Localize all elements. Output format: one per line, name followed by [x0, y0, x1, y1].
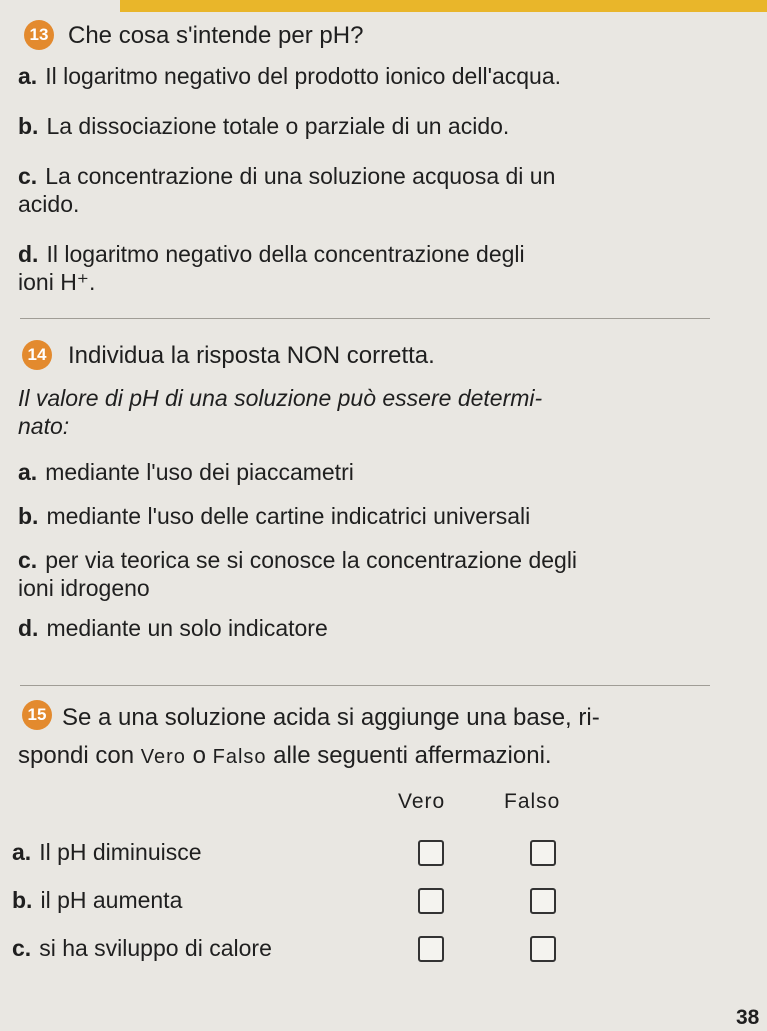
q15-b-vero-checkbox[interactable] — [418, 888, 444, 914]
question-15-line2: spondi con Vero o Falso alle seguenti affermazioni. — [18, 742, 552, 769]
q15-a-vero-checkbox[interactable] — [418, 840, 444, 866]
column-header-falso: Falso — [504, 790, 561, 813]
q15-b-falso-checkbox[interactable] — [530, 888, 556, 914]
q15-c-vero-checkbox[interactable] — [418, 936, 444, 962]
q14-stem-line1: Il valore di pH di una soluzione può essere determi- — [18, 385, 543, 411]
q13-option-b[interactable]: b. La dissociazione totale o parziale di un acido. — [18, 113, 510, 139]
top-bar-gap — [0, 0, 120, 12]
q14-option-b[interactable]: b. mediante l'uso delle cartine indicatrici universali — [18, 503, 531, 529]
q13-option-a[interactable]: a. Il logaritmo negativo del prodotto ionico dell'acqua. — [18, 63, 562, 89]
q14-option-d[interactable]: d. mediante un solo indicatore — [18, 615, 328, 641]
question-13-badge: 13 — [24, 20, 54, 50]
q14-option-c[interactable]: c. per via teorica se si conosce la concentrazione degli — [18, 547, 578, 573]
question-15-badge: 15 — [22, 700, 52, 730]
q13-option-d[interactable]: d. Il logaritmo negativo della concentrazione degli — [18, 241, 525, 267]
q14-stem-line2: nato: — [18, 413, 70, 439]
q13-option-d-cont: ioni H⁺. — [18, 269, 96, 295]
q15-statement-a: a. Il pH diminuisce — [12, 839, 202, 865]
divider-1 — [20, 318, 710, 319]
q15-a-falso-checkbox[interactable] — [530, 840, 556, 866]
q15-statement-b: b. il pH aumenta — [12, 887, 183, 913]
q14-option-c-cont: ioni idrogeno — [18, 575, 150, 601]
question-13-text: Che cosa s'intende per pH? — [68, 22, 364, 49]
question-14-text: Individua la risposta NON corretta. — [68, 342, 435, 369]
q13-option-c-cont: acido. — [18, 191, 80, 217]
question-15-line1: Se a una soluzione acida si aggiunge una base, ri- — [62, 704, 600, 731]
question-14-badge: 14 — [22, 340, 52, 370]
q15-c-falso-checkbox[interactable] — [530, 936, 556, 962]
q15-statement-c: c. si ha sviluppo di calore — [12, 935, 272, 961]
divider-2 — [20, 685, 710, 686]
column-header-vero: Vero — [398, 790, 446, 813]
q14-option-a[interactable]: a. mediante l'uso dei piaccametri — [18, 459, 354, 485]
q13-option-c[interactable]: c. La concentrazione di una soluzione acquosa di un — [18, 163, 556, 189]
page-number: 38 — [736, 1006, 760, 1029]
